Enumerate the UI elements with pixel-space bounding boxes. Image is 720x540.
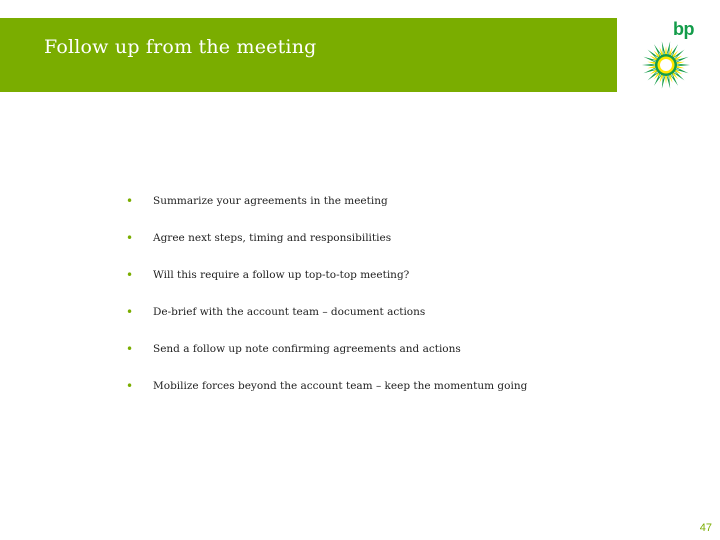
bullet-marker: • [126,268,134,282]
bullet-text: Summarize your agreements in the meeting [153,195,388,207]
page-number: 47 [699,522,712,534]
bullet-text: Mobilize forces beyond the account team – keep the momentum going [153,380,528,392]
bullet-text: Send a follow up note confirming agreements and actions [153,343,461,355]
bullet-text: Will this require a follow up top-to-top meeting? [153,269,410,281]
list-item [0,268,720,288]
slide-title: Follow up from the meeting [44,36,317,58]
list-item [0,194,720,214]
list-item [0,305,720,325]
bullet-marker: • [126,379,134,393]
bp-wordmark: bp [673,19,694,39]
bullet-text: Agree next steps, timing and responsibilities [153,232,392,244]
bullet-marker: • [126,342,134,356]
bullet-marker: • [126,194,134,208]
bullet-marker: • [126,231,134,245]
bullet-marker: • [126,305,134,319]
list-item [0,342,720,362]
list-item [0,231,720,251]
bullet-text: De-brief with the account team – document actions [153,306,426,318]
list-item [0,379,720,399]
